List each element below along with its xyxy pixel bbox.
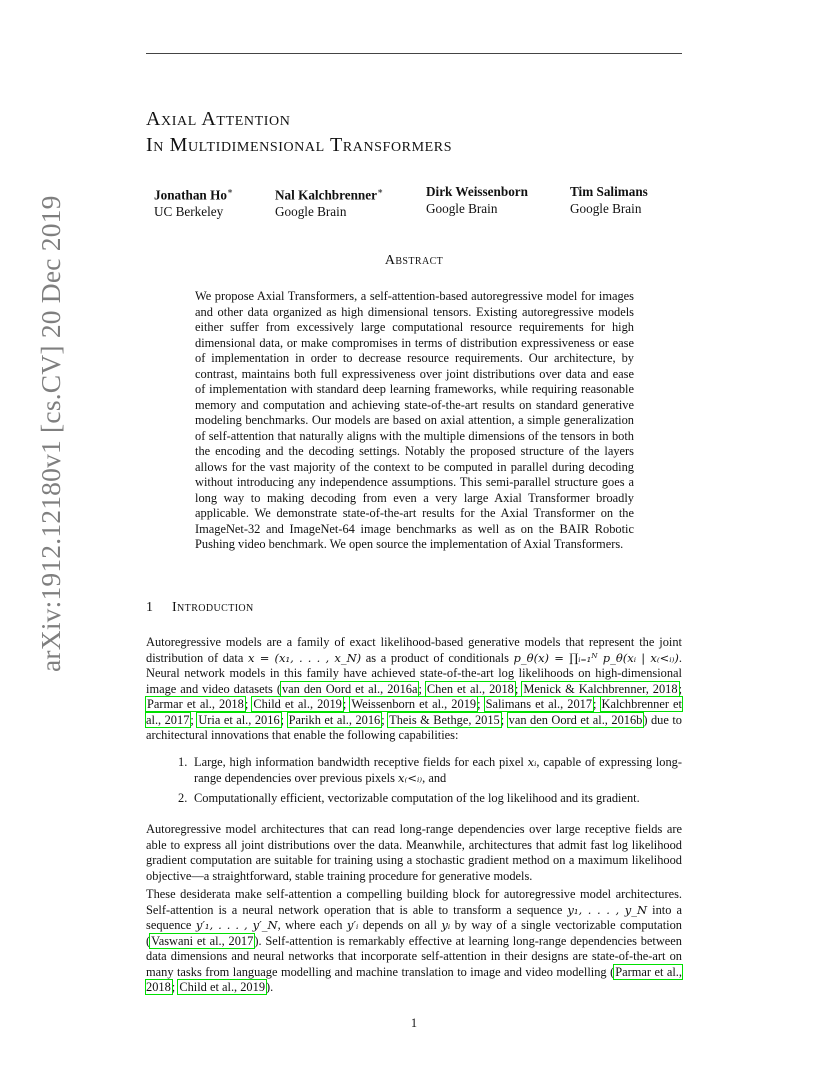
- author-block-4: [570, 183, 648, 217]
- citation-link[interactable]: Parmar et al., 2018: [147, 697, 244, 711]
- citation-link[interactable]: Child et al., 2019: [179, 980, 266, 994]
- abstract-text: We propose Axial Transformers, a self-attention-based autoregressive model for images and other data organized as high dimensional tensors. Existing autoregressive models either suffer from excessively large computational resource requirements for high dimensional data, or make compromises in terms of distribution expressiveness or ease of implementation in order to decrease resource requirements. Our architecture, by contrast, maintains both full expressiveness over joint distributions over data and ease of implementation with standard deep learning frameworks, while requiring reasonable memory and computation and achieving state-of-the-art results on standard generative modeling benchmarks. Our models are based on axial attention, a simple generalization of self-attention that naturally aligns with the multiple dimensions of the tensors in both the encoding and the decoding settings. Notably the proposed structure of the layers allows for the vast majority of the context to be computed in parallel during decoding without introducing any independence assumptions. This semi-parallel structure goes a long way to making decoding from even a very large Axial Transformer broadly applicable. We demonstrate state-of-the-art results for the Axial Transformer on the ImageNet-32 and ImageNet-64 image benchmarks as well as on the BAIR Robotic Pushing video benchmark. We open source the implementation of Axial Transformers.: [195, 289, 634, 551]
- citation-link[interactable]: Parmar et al., 2018: [146, 964, 682, 994]
- citation-link[interactable]: van den Oord et al., 2016a: [281, 681, 418, 696]
- author-name: Dirk Weissenborn: [426, 184, 528, 199]
- citation-link[interactable]: Uria et al., 2016: [198, 712, 280, 727]
- author-affiliation: Google Brain: [426, 201, 498, 216]
- author-name: Jonathan Ho: [154, 187, 227, 203]
- math-inline: yᵢ: [441, 918, 451, 932]
- author-name: Tim Salimans: [570, 184, 648, 199]
- text-span: as a product of conditionals: [361, 650, 514, 665]
- citation-link[interactable]: Weissenborn et al., 2019: [351, 697, 477, 711]
- top-rule: [146, 53, 682, 54]
- section-heading-introduction: [146, 600, 254, 616]
- text-span: depends on all: [358, 918, 442, 932]
- list-number: 2.: [178, 791, 188, 805]
- capability-list-item-1: [178, 755, 682, 786]
- title-line-2: In Multidimensional Transformers: [146, 134, 453, 156]
- intro-paragraph-3: These desiderata make self-attention a compelling building block for autoregressive model architectures. Self-attention is a neural network operation that is able to transform a sequence y₁, . . . , y_N into a sequence y′₁, . . . , y′_N, where each y′ᵢ depends on all yᵢ by way of a single vectorizable computation (Vaswani et al., 2017). Self-attention is remarkably effective at learning long-range dependencies between data dimensions and neural networks that incorporate self-attention in their designs are state-of-the-art on many tasks from language modelling and machine translation to image and video modelling (Parmar et al., 2018; Child et al., 2019).: [146, 887, 683, 994]
- citation-link[interactable]: Theis & Bethge, 2015: [389, 712, 500, 727]
- capability-list-item-2: [178, 791, 682, 807]
- text-span: ). Self-attention is remarkably effective at learning long-range dependencies between data dimensions and neural networks that incorporate self-attention in their designs are state-of-the-art on many tasks from language modelling and machine translation to image and video modelling (: [146, 933, 683, 979]
- math-inline: p_θ(x) = ∏ᵢ₌₁ᴺ p_θ(xᵢ | x₍<ᵢ₎): [513, 650, 679, 665]
- paper-title: [146, 106, 452, 158]
- author-affiliation: UC Berkeley: [154, 204, 224, 220]
- math-inline: x = (x₁, . . . , x_N): [248, 650, 362, 665]
- math-inline: y′ᵢ: [346, 918, 359, 932]
- abstract-heading: Abstract: [384, 253, 444, 268]
- intro-paragraph-1: Autoregressive models are a family of exact likelihood-based generative models that represent the joint distribution of data x = (x₁, . . . , x_N) as a product of conditionals p_θ(x) = ∏ᵢ₌₁ᴺ p_θ(xᵢ | x₍<ᵢ₎). Neural network models in this family have achieved state-of-the-art log likelihoods on high-dimensional image and video datasets (van den Oord et al., 2016a; Chen et al., 2018; Menick & Kalchbrenner, 2018; Parmar et al., 2018; Child et al., 2019; Weissenborn et al., 2019; Salimans et al., 2017; Kalchbrenner et al., 2017; Uria et al., 2016; Parikh et al., 2016; Theis & Bethge, 2015; van den Oord et al., 2016b) due to architectural innovations that enable the following capabilities:: [146, 635, 683, 742]
- citation-link[interactable]: Vaswani et al., 2017: [151, 933, 254, 948]
- citation-link[interactable]: Parikh et al., 2016: [288, 712, 381, 727]
- author-affiliation: Google Brain: [275, 204, 347, 220]
- section-title: Introduction: [172, 600, 254, 615]
- text-span: , and: [422, 770, 447, 785]
- equal-contribution-mark: ∗: [376, 186, 384, 196]
- text-span: ) due to architectural innovations that enable the following capabilities:: [146, 712, 682, 742]
- text-span: ).: [266, 980, 274, 994]
- math-inline: xᵢ: [527, 755, 537, 769]
- math-inline: y₁, . . . , y_N: [567, 902, 648, 917]
- text-span: , capable of expressing long-range dependencies over previous pixels: [194, 755, 682, 785]
- author-name: Nal Kalchbrenner: [275, 187, 377, 203]
- author-affiliation: Google Brain: [570, 201, 642, 216]
- citation-link[interactable]: Kalchbrenner et al., 2017: [146, 697, 682, 727]
- text-span: by way of a single vectorizable computation (: [146, 918, 682, 948]
- text-span: These desiderata make self-attention a compelling building block for autoregressive model architectures. Self-attention is a neural network operation that is able to transform a sequence: [146, 887, 682, 917]
- citation-link[interactable]: van den Oord et al., 2016b: [508, 712, 643, 727]
- text-span: . Neural network models in this family have achieved state-of-the-art log likelihoods on high-dimensional image and video datasets (: [146, 650, 683, 696]
- citation-link[interactable]: Chen et al., 2018: [426, 681, 514, 696]
- equal-contribution-mark: ∗: [226, 186, 234, 196]
- author-block-3: [426, 183, 528, 217]
- list-number: 1.: [178, 755, 188, 769]
- math-inline: x₍<ᵢ₎: [398, 770, 423, 785]
- text-span: , where each: [277, 918, 347, 932]
- section-number: 1: [146, 600, 154, 615]
- citation-link[interactable]: Salimans et al., 2017: [485, 697, 593, 711]
- intro-paragraph-2: Autoregressive model architectures that can read long-range dependencies over large receptive fields are able to express all joint distributions over the data. Meanwhile, architectures that admit fast log likelihood gradient computation are suitable for training using a stochastic gradient method on a maximum likelihood objective—a straightforward, stable training procedure for generative models.: [146, 822, 682, 883]
- author-block-2: [275, 183, 383, 220]
- citation-link[interactable]: Child et al., 2019: [253, 697, 342, 711]
- citation-link[interactable]: Menick & Kalchbrenner, 2018: [523, 681, 678, 696]
- text-span: Large, high information bandwidth receptive fields for each pixel: [194, 755, 528, 769]
- page-number: 1: [410, 1016, 418, 1030]
- text-span: Computationally efficient, vectorizable computation of the log likelihood and its gradient.: [194, 791, 640, 805]
- math-inline: y′₁, . . . , y′_N: [195, 918, 278, 932]
- arxiv-identifier-stamp: arXiv:1912.12180v1 [cs.CV] 20 Dec 2019: [35, 195, 66, 672]
- author-block-1: [154, 183, 233, 220]
- text-span: Autoregressive models are a family of exact likelihood-based generative models that represent the joint distribution of data: [146, 635, 682, 665]
- text-span: into a sequence: [146, 902, 682, 932]
- title-line-1: Axial Attention: [146, 108, 291, 130]
